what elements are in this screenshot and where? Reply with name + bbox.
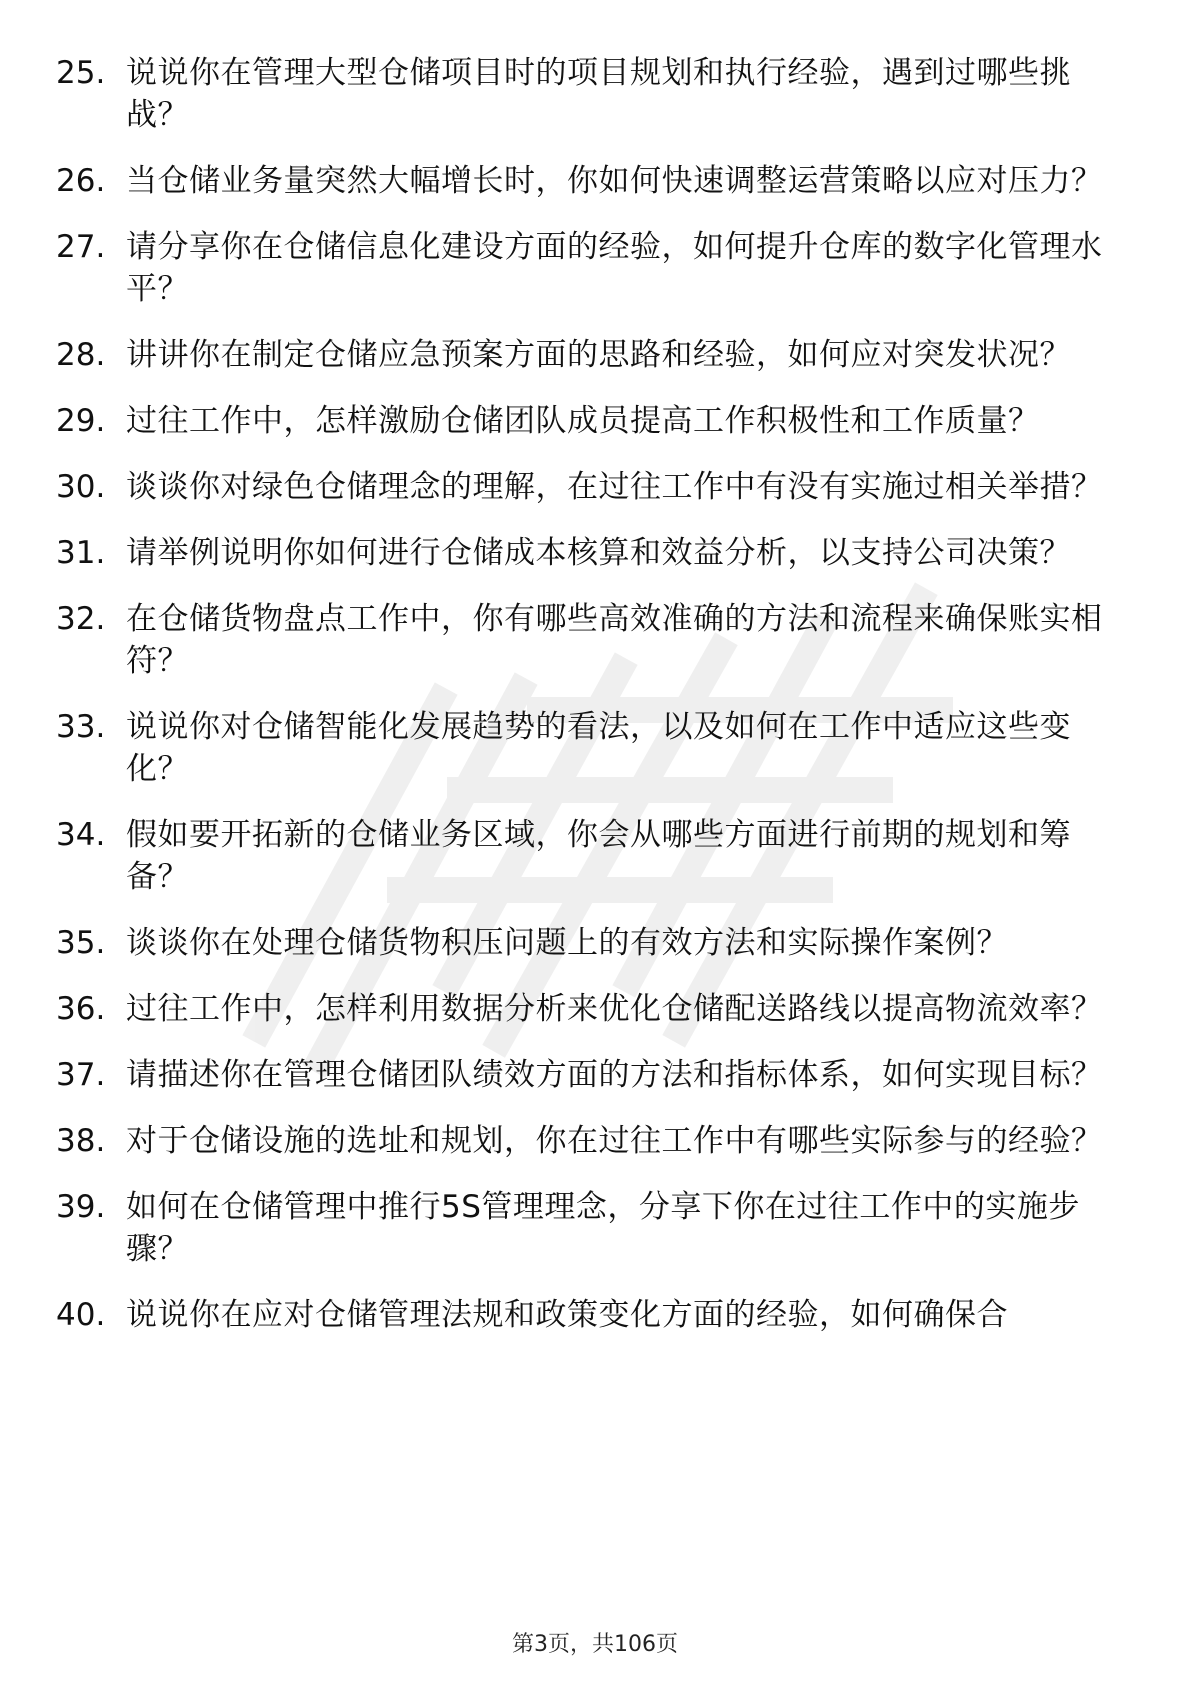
question-text: 对于仓储设施的选址和规划，你在过往工作中有哪些实际参与的经验？ <box>126 1123 1103 1159</box>
question-number: 28. <box>56 337 106 373</box>
question-number: 39. <box>56 1189 106 1225</box>
list-item <box>56 706 1126 790</box>
question-text: 请分享你在仓储信息化建设方面的经验，如何提升仓库的数字化管理水平？ <box>126 229 1103 307</box>
list-item <box>56 922 1126 964</box>
question-text: 在仓储货物盘点工作中，你有哪些高效准确的方法和流程来确保账实相符？ <box>126 601 1103 679</box>
question-text: 谈谈你对绿色仓储理念的理解，在过往工作中有没有实施过相关举措？ <box>126 469 1103 505</box>
question-number: 40. <box>56 1297 106 1333</box>
question-list <box>56 52 1126 1360</box>
list-item <box>56 814 1126 898</box>
list-item <box>56 1294 1126 1336</box>
list-item <box>56 400 1126 442</box>
question-number: 34. <box>56 817 106 853</box>
question-text: 说说你在应对仓储管理法规和政策变化方面的经验，如何确保合 <box>126 1297 1008 1333</box>
list-item <box>56 466 1126 508</box>
list-item <box>56 1054 1126 1096</box>
question-text: 请举例说明你如何进行仓储成本核算和效益分析，以支持公司决策？ <box>126 535 1071 571</box>
question-text: 过往工作中，怎样激励仓储团队成员提高工作积极性和工作质量？ <box>126 403 1040 439</box>
question-text: 如何在仓储管理中推行5S管理理念，分享下你在过往工作中的实施步骤？ <box>126 1189 1080 1267</box>
list-item <box>56 160 1126 202</box>
list-item <box>56 1186 1126 1270</box>
question-number: 26. <box>56 163 106 199</box>
question-text: 说说你在管理大型仓储项目时的项目规划和执行经验，遇到过哪些挑战？ <box>126 55 1071 133</box>
question-number: 33. <box>56 709 106 745</box>
question-text: 说说你对仓储智能化发展趋势的看法，以及如何在工作中适应这些变化？ <box>126 709 1071 787</box>
list-item <box>56 226 1126 310</box>
question-text: 假如要开拓新的仓储业务区域，你会从哪些方面进行前期的规划和筹备？ <box>126 817 1071 895</box>
list-item <box>56 532 1126 574</box>
question-text: 讲讲你在制定仓储应急预案方面的思路和经验，如何应对突发状况？ <box>126 337 1071 373</box>
question-text: 当仓储业务量突然大幅增长时，你如何快速调整运营策略以应对压力？ <box>126 163 1103 199</box>
question-number: 27. <box>56 229 106 265</box>
question-number: 35. <box>56 925 106 961</box>
question-text: 请描述你在管理仓储团队绩效方面的方法和指标体系，如何实现目标？ <box>126 1057 1103 1093</box>
question-number: 38. <box>56 1123 106 1159</box>
question-text: 谈谈你在处理仓储货物积压问题上的有效方法和实际操作案例？ <box>126 925 1008 961</box>
list-item <box>56 334 1126 376</box>
list-item <box>56 598 1126 682</box>
question-number: 30. <box>56 469 106 505</box>
question-number: 31. <box>56 535 106 571</box>
page-number-footer: 第3页，共106页 <box>512 1632 678 1657</box>
question-number: 37. <box>56 1057 106 1093</box>
question-number: 29. <box>56 403 106 439</box>
list-item <box>56 988 1126 1030</box>
list-item <box>56 52 1126 136</box>
question-number: 32. <box>56 601 106 637</box>
list-item <box>56 1120 1126 1162</box>
question-number: 36. <box>56 991 106 1027</box>
question-text: 过往工作中，怎样利用数据分析来优化仓储配送路线以提高物流效率？ <box>126 991 1103 1027</box>
question-number: 25. <box>56 55 106 91</box>
